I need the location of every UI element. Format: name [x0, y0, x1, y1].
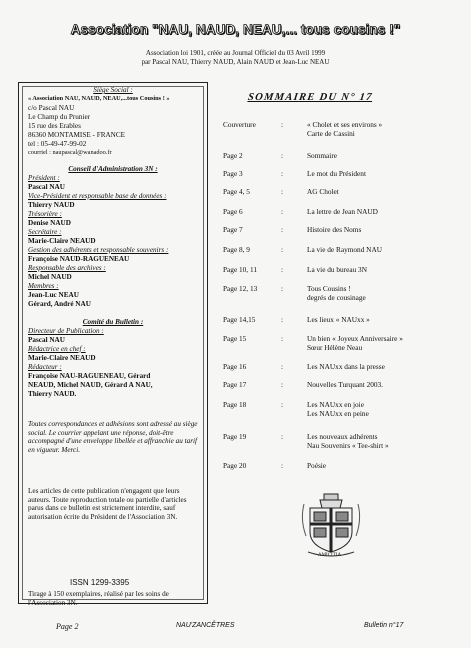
articles-notice: Les articles de cette publication n'engagent que leurs auteurs. Toute reproduction totale ou partielle d'articles parus dans ce bulletin est strictement interdite, sauf autorisation écrite du Président de l'Association 3N.: [28, 487, 187, 521]
redacteur-line-3: Thierry NAUD.: [28, 390, 77, 398]
toc-title: La vie du bureau 3N: [307, 265, 367, 274]
toc-title: Les NAUxx dans la presse: [307, 362, 385, 371]
toc-separator: :: [281, 265, 284, 274]
toc-title: Poésie: [307, 461, 327, 470]
directeur-name: Pascal NAU: [28, 336, 65, 344]
toc-separator: :: [281, 187, 284, 196]
toc-page: Page 8, 9: [223, 245, 250, 254]
toc-separator: :: [281, 380, 284, 389]
toc-page: Page 7: [223, 225, 243, 234]
toc-page: Page 12, 13: [223, 284, 258, 293]
siege-heading: Siège Social :: [93, 86, 133, 94]
toc-page: Page 3: [223, 169, 243, 178]
toc-title: « Cholet et ses environs »: [307, 120, 383, 129]
toc-title: Un bien « Joyeux Anniversaire »: [307, 334, 403, 343]
subtitle-line-1: Association loi 1901, créée au Journal Officiel du 03 Avril 1999: [145, 49, 326, 57]
siege-line-6: tel : 05-49-47-99-02: [28, 140, 87, 148]
siege-line-3: Le Champ du Prunier: [28, 113, 91, 121]
footer-publication-name: NAU'ZANCÊTRES: [176, 622, 235, 629]
membres-name-1: Jean-Luc NEAU: [28, 291, 79, 299]
toc-page: Page 18: [223, 400, 247, 409]
toc-separator: :: [281, 432, 284, 441]
gestion-name: Françoise NAUD-RAGUENEAU: [28, 255, 130, 263]
toc-title: La vie de Raymond NAU: [307, 245, 382, 254]
toc-separator: :: [281, 245, 284, 254]
toc-page: Page 16: [223, 362, 247, 371]
toc-separator: :: [281, 207, 284, 216]
ca-heading: Conseil d'Administration 3N :: [68, 165, 158, 173]
footer-bulletin-number: Bulletin n°17: [364, 622, 404, 629]
toc-separator: :: [281, 151, 284, 160]
secretaire-label: Secrétaire :: [28, 228, 62, 236]
gestion-label: Gestion des adhérents et responsable souvenirs :: [28, 246, 169, 254]
toc-title: Les NAUxx en joie: [307, 400, 364, 409]
tresoriere-name: Denise NAUD: [28, 219, 71, 227]
toc-separator: :: [281, 461, 284, 470]
correspondance-notice: Toutes correspondances et adhésions sont adressé au siège social. Le courrier appelant une réponse, doit-être accompagné d'une enveloppe libellée et affranchie au tarif en vigueur. Merci.: [28, 420, 198, 454]
president-name: Pascal NAU: [28, 183, 65, 191]
toc-title: Tous Cousins !: [307, 284, 351, 293]
toc-page: Page 10, 11: [223, 265, 257, 274]
toc-page: Page 2: [223, 151, 243, 160]
archives-name: Michel NAUD: [28, 273, 72, 281]
toc-title: Les nouveaux adhérents: [307, 432, 378, 441]
toc-page: Page 20: [223, 461, 247, 470]
toc-title: La lettre de Jean NAUD: [307, 207, 378, 216]
secretaire-name: Marie-Claire NEAUD: [28, 237, 96, 245]
toc-page: Couverture: [223, 120, 256, 129]
toc-separator: :: [281, 120, 284, 129]
toc-separator: :: [281, 400, 284, 409]
directeur-label: Directeur de Publication :: [28, 327, 104, 335]
archives-label: Responsable des archives :: [28, 264, 106, 272]
president-label: Président :: [28, 174, 60, 182]
toc-separator: :: [281, 225, 284, 234]
redacteur-line-2: NEAUD, Michel NAUD, Gérard A NAU,: [28, 381, 153, 389]
toc-separator: :: [281, 284, 284, 293]
toc-page: Page 4, 5: [223, 187, 250, 196]
association-title: Association "NAU, NAUD, NEAU,... tous cousins !": [70, 22, 401, 37]
vp-name: Thierry NAUD: [28, 201, 75, 209]
toc-title-line-2: degrés de cousinage: [307, 293, 366, 302]
vp-label: Vice-Président et responsable base de données :: [28, 192, 167, 200]
toc-page: Page 17: [223, 380, 247, 389]
toc-page: Page 15: [223, 334, 247, 343]
redchef-name: Marie-Claire NEAUD: [28, 354, 96, 362]
redacteur-label: Rédacteur :: [28, 363, 62, 371]
crest-motto: AMICITIA: [318, 553, 342, 558]
siege-line-1: « Association NAU, NAUD, NEAU,...tous Cousins ! »: [28, 95, 170, 102]
toc-separator: :: [281, 315, 284, 324]
toc-title: AG Cholet: [307, 187, 339, 196]
sommaire-heading: SOMMAIRE DU N° 17: [247, 92, 374, 103]
membres-name-2: Gérard, André NAU: [28, 300, 91, 308]
tresoriere-label: Trésorière :: [28, 210, 62, 218]
toc-title: Les lieux « NAUxx »: [307, 315, 370, 324]
toc-title: Sommaire: [307, 151, 337, 160]
siege-line-4: 15 rue des Erables: [28, 122, 81, 130]
redacteur-line-1: Françoise NAU-RAGUENEAU, Gérard: [28, 372, 151, 380]
toc-title: Histoire des Noms: [307, 225, 362, 234]
toc-title: Le mot du Président: [307, 169, 366, 178]
toc-title-line-2: Nau Souvenirs « Tee-shirt »: [307, 441, 389, 450]
membres-label: Membres :: [28, 282, 59, 290]
siege-line-2: c/o Pascal NAU: [28, 104, 75, 112]
toc-separator: :: [281, 169, 284, 178]
comite-heading: Comité du Bulletin :: [82, 318, 144, 326]
issn-number: ISSN 1299-3395: [70, 578, 130, 587]
footer-page-number: Page 2: [56, 622, 79, 631]
siege-email-link[interactable]: courriel : naupascal@wanadoo.fr: [28, 149, 112, 156]
toc-title-line-2: Les NAUxx en peine: [307, 409, 369, 418]
toc-page: Page 6: [223, 207, 243, 216]
siege-line-5: 86360 MONTAMISE - FRANCE: [28, 131, 126, 139]
toc-title-line-2: Carte de Cassini: [307, 129, 355, 138]
toc-page: Page 14,15: [223, 315, 256, 324]
subtitle-line-2: par Pascal NAU, Thierry NAUD, Alain NAUD et Jean-Luc NEAU: [141, 58, 330, 66]
redchef-label: Rédactrice en chef :: [28, 345, 86, 353]
toc-title-line-2: Sœur Hélène Neau: [307, 343, 363, 352]
toc-separator: :: [281, 362, 284, 371]
toc-page: Page 19: [223, 432, 247, 441]
toc-title: Nouvelles Turquant 2003.: [307, 380, 384, 389]
tirage-notice: Tirage à 150 exemplaires, réalisé par les soins de l'Association 3N.: [28, 590, 169, 607]
toc-separator: :: [281, 334, 284, 343]
